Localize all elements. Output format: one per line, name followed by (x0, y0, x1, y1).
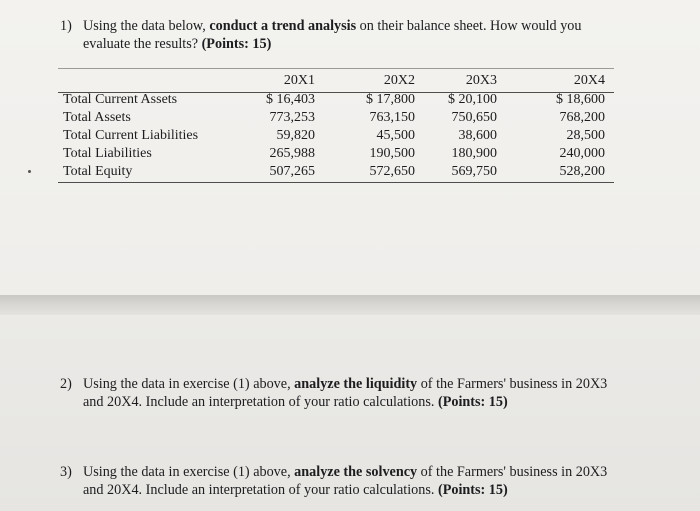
table-cell: 763,150 (369, 110, 415, 125)
table-bottom-rule (58, 182, 614, 183)
row-label: Total Current Liabilities (63, 128, 199, 143)
question-2-emphasis: analyze the liquidity (294, 376, 418, 392)
question-2-number: 2) (60, 376, 72, 392)
table-cell: 768,200 (559, 110, 605, 125)
table-cell: 569,750 (451, 164, 497, 179)
table-cell: $ 18,600 (556, 92, 605, 107)
table-cell: 572,650 (369, 164, 415, 179)
table-cell: 507,265 (269, 164, 315, 179)
question-2-points: (Points: 15) (437, 394, 508, 410)
question-3-number: 3) (60, 464, 72, 480)
page-divider-band (0, 295, 700, 315)
row-label: Total Assets (63, 110, 131, 125)
column-header: 20X4 (573, 73, 605, 88)
table-cell: 190,500 (369, 146, 415, 161)
question-1-text (83, 17, 581, 53)
question-3-line-1: Using the data in exercise (1) above, analyze the solvency of the Farmers' business in 20X3 (83, 464, 608, 480)
table-cell: 38,600 (458, 128, 497, 143)
column-header: 20X3 (465, 73, 497, 88)
table-cell: $ 16,403 (266, 92, 315, 107)
table-cell: 265,988 (269, 146, 315, 161)
table-cell: 45,500 (376, 128, 415, 143)
column-header: 20X2 (383, 73, 415, 88)
question-1-emphasis: conduct a trend analysis (209, 18, 357, 34)
table-cell: 59,820 (276, 128, 315, 143)
question-2-line-2: and 20X4. Include an interpretation of your ratio calculations. (Points: 15) (83, 394, 508, 410)
question-1-line-2: evaluate the results? (Points: 15) (83, 36, 272, 52)
table-cell: 750,650 (451, 110, 497, 125)
question-1-number: 1) (60, 18, 72, 34)
row-label: Total Liabilities (63, 146, 152, 161)
table-cell: 528,200 (559, 164, 605, 179)
row-label: Total Equity (63, 164, 133, 179)
question-3-points: (Points: 15) (437, 482, 508, 498)
question-1-line-1: Using the data below, conduct a trend analysis on their balance sheet. How would you (83, 18, 582, 34)
question-3-text (83, 463, 607, 499)
table-cell: 180,900 (451, 146, 497, 161)
question-1-points: (Points: 15) (201, 36, 272, 52)
table-cell: $ 20,100 (448, 92, 497, 107)
stray-mark (28, 170, 31, 173)
question-2-text (83, 375, 607, 411)
table-cell: 773,253 (269, 110, 315, 125)
question-3-line-2: and 20X4. Include an interpretation of your ratio calculations. (Points: 15) (83, 482, 508, 498)
row-label: Total Current Assets (63, 92, 178, 107)
table-cell: $ 17,800 (366, 92, 415, 107)
question-3-emphasis: analyze the solvency (294, 464, 418, 480)
table-top-rule (58, 68, 614, 69)
question-2-line-1: Using the data in exercise (1) above, analyze the liquidity of the Farmers' business in 20X3 (83, 376, 608, 392)
table-cell: 240,000 (559, 146, 605, 161)
column-header: 20X1 (283, 73, 315, 88)
table-cell: 28,500 (566, 128, 605, 143)
